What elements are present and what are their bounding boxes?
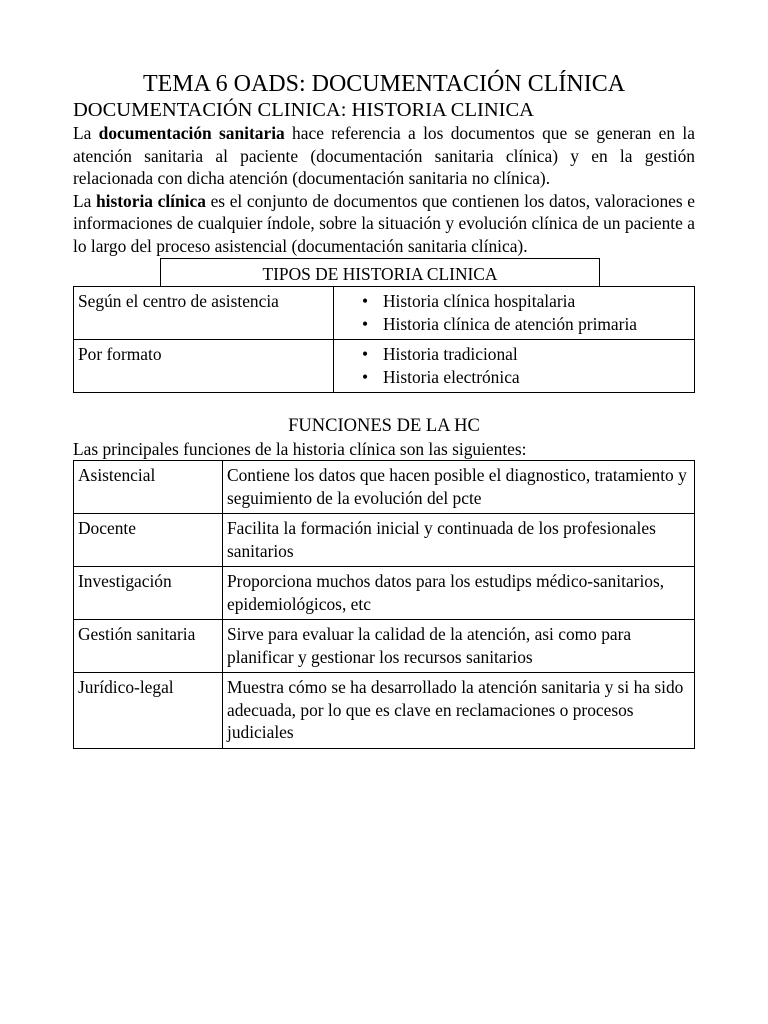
section-subtitle: DOCUMENTACIÓN CLINICA: HISTORIA CLINICA	[73, 99, 534, 121]
funcion-description: Contiene los datos que hacen posible el diagnostico, tratamiento y seguimiento de la evolución del pcte	[223, 461, 695, 514]
funcion-label: Docente	[74, 514, 223, 567]
funcion-description: Muestra cómo se ha desarrollado la atención sanitaria y si ha sido adecuada, por lo que es clave en reclamaciones o procesos judiciales	[223, 673, 695, 749]
funcion-label: Jurídico-legal	[74, 673, 223, 749]
tipos-row-items	[334, 340, 695, 393]
funcion-label: Asistencial	[74, 461, 223, 514]
funciones-title: FUNCIONES DE LA HC	[288, 416, 480, 436]
funcion-description: Facilita la formación inicial y continuada de los profesionales sanitarios	[223, 514, 695, 567]
funcion-label: Investigación	[74, 567, 223, 620]
tipos-row-items	[334, 287, 695, 340]
document-page	[73, 70, 695, 749]
list-item: • Historia tradicional	[338, 343, 690, 366]
table-row	[74, 620, 695, 673]
paragraph-documentacion-sanitaria	[73, 122, 695, 190]
document-title: TEMA 6 OADS: DOCUMENTACIÓN CLÍNICA	[142, 71, 626, 97]
list-item: • Historia clínica hospitalaria	[338, 290, 690, 313]
bullet-list	[338, 343, 690, 388]
funciones-intro: Las principales funciones de la historia clínica son las siguientes:	[73, 439, 527, 459]
funciones-table	[73, 460, 695, 749]
tipos-row-label: Por formato	[74, 340, 334, 393]
tipos-table	[73, 286, 695, 393]
tipos-table-header: TIPOS DE HISTORIA CLINICA	[160, 258, 600, 286]
paragraph-historia-clinica	[73, 190, 695, 258]
table-row	[74, 514, 695, 567]
paragraph1-bold-term: documentación sanitaria	[98, 123, 285, 143]
table-row	[74, 287, 695, 340]
table-row	[74, 340, 695, 393]
funcion-description: Sirve para evaluar la calidad de la atención, asi como para planificar y gestionar los recursos sanitarios	[223, 620, 695, 673]
paragraph2-prefix: La	[73, 190, 96, 211]
bullet-list	[338, 290, 690, 335]
funcion-description: Proporciona muchos datos para los estudips médico-sanitarios, epidemiológicos, etc	[223, 567, 695, 620]
funcion-label: Gestión sanitaria	[74, 620, 223, 673]
paragraph1-text: hace referencia a los documentos que se generan en la atención sanitaria al paciente (documentación sanitaria clínica) y en la gestión relacionada con dicha atención (documentación sanitaria no clínica).	[73, 123, 695, 188]
table-row	[74, 461, 695, 514]
list-item: • Historia electrónica	[338, 366, 690, 389]
paragraph2-text: es el conjunto de documentos que contienen los datos, valoraciones e informaciones de cualquier índole, sobre la situación y evolución clínica de un paciente a lo largo del proceso asistencial (documentación sanitaria clínica).	[73, 190, 695, 256]
paragraph2-bold-term: historia clínica	[95, 190, 206, 211]
table-row	[74, 673, 695, 749]
table-row	[74, 567, 695, 620]
list-item: • Historia clínica de atención primaria	[338, 313, 690, 336]
tipos-row-label: Según el centro de asistencia	[74, 287, 334, 340]
paragraph1-prefix: La	[73, 123, 99, 143]
